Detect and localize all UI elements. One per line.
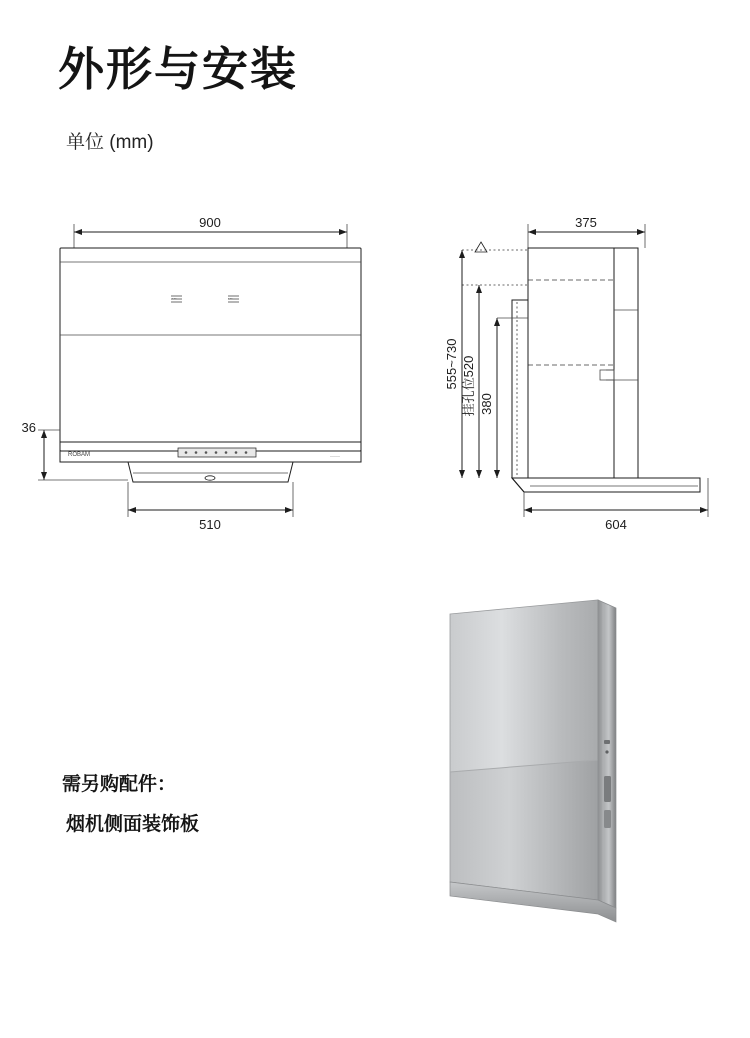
side-view-group bbox=[444, 215, 708, 532]
product-photo-svg bbox=[420, 600, 680, 950]
ceiling-marker-triangle bbox=[475, 242, 487, 252]
arrow-down-hang bbox=[476, 470, 482, 478]
accessory-note-line2: 烟机侧面装饰板 bbox=[66, 814, 200, 835]
height-range-value: 555~730 bbox=[444, 338, 459, 390]
side-bottom-value: 604 bbox=[605, 517, 627, 532]
arrow-left-604 bbox=[524, 507, 532, 513]
arrow-right-900 bbox=[339, 229, 347, 235]
chimney-bracket bbox=[600, 370, 614, 380]
edge-screw-upper bbox=[604, 740, 610, 744]
brand-logo: ROBAM bbox=[68, 452, 91, 458]
arrow-down-36 bbox=[41, 472, 47, 480]
arrow-right-375 bbox=[637, 229, 645, 235]
grease-tray bbox=[128, 462, 293, 482]
unit-label: 单位 (mm) bbox=[66, 132, 154, 153]
tray-handle bbox=[205, 476, 215, 480]
hood-front-outline bbox=[60, 248, 361, 451]
arrow-up-380 bbox=[494, 318, 500, 326]
arrow-up-hang bbox=[476, 285, 482, 293]
hang-hole-value: 挂孔位520 bbox=[461, 355, 476, 417]
panel-side-edge bbox=[598, 600, 616, 908]
front-view-group bbox=[22, 215, 361, 532]
arrow-right-604 bbox=[700, 507, 708, 513]
arrow-up-range bbox=[459, 250, 465, 258]
front-width-value: 900 bbox=[199, 215, 221, 230]
side-tray-edge bbox=[512, 478, 524, 492]
edge-slot bbox=[604, 810, 611, 828]
arrow-left-510 bbox=[128, 507, 136, 513]
front-height-value: 36 bbox=[21, 420, 36, 435]
arrow-up-36 bbox=[41, 430, 47, 438]
edge-pin bbox=[605, 750, 608, 753]
inner-height-value: 380 bbox=[479, 393, 494, 415]
arrow-left-900 bbox=[74, 229, 82, 235]
page-title: 外形与安装 bbox=[58, 43, 298, 95]
side-bottom-tray bbox=[512, 478, 700, 492]
arrow-left-375 bbox=[528, 229, 536, 235]
product-photo bbox=[420, 600, 680, 950]
accessory-note bbox=[62, 765, 199, 845]
chimney-inner-column bbox=[614, 248, 638, 478]
side-depth-value: 375 bbox=[575, 215, 597, 230]
drawings-svg bbox=[0, 190, 750, 570]
model-mark: ····· bbox=[330, 454, 340, 460]
svg-text:⋯: ⋯ bbox=[228, 296, 233, 302]
arrow-down-380 bbox=[494, 470, 500, 478]
arrow-down-range bbox=[459, 470, 465, 478]
edge-latch bbox=[604, 776, 611, 802]
chimney-outline bbox=[528, 248, 638, 478]
svg-text:⋯: ⋯ bbox=[172, 296, 177, 302]
panel-face-lower bbox=[450, 760, 598, 900]
side-body-profile bbox=[512, 300, 528, 478]
arrow-right-510 bbox=[285, 507, 293, 513]
front-bottom-value: 510 bbox=[199, 517, 221, 532]
technical-drawings bbox=[0, 190, 750, 570]
accessory-note-line1: 需另购配件： bbox=[62, 774, 177, 795]
